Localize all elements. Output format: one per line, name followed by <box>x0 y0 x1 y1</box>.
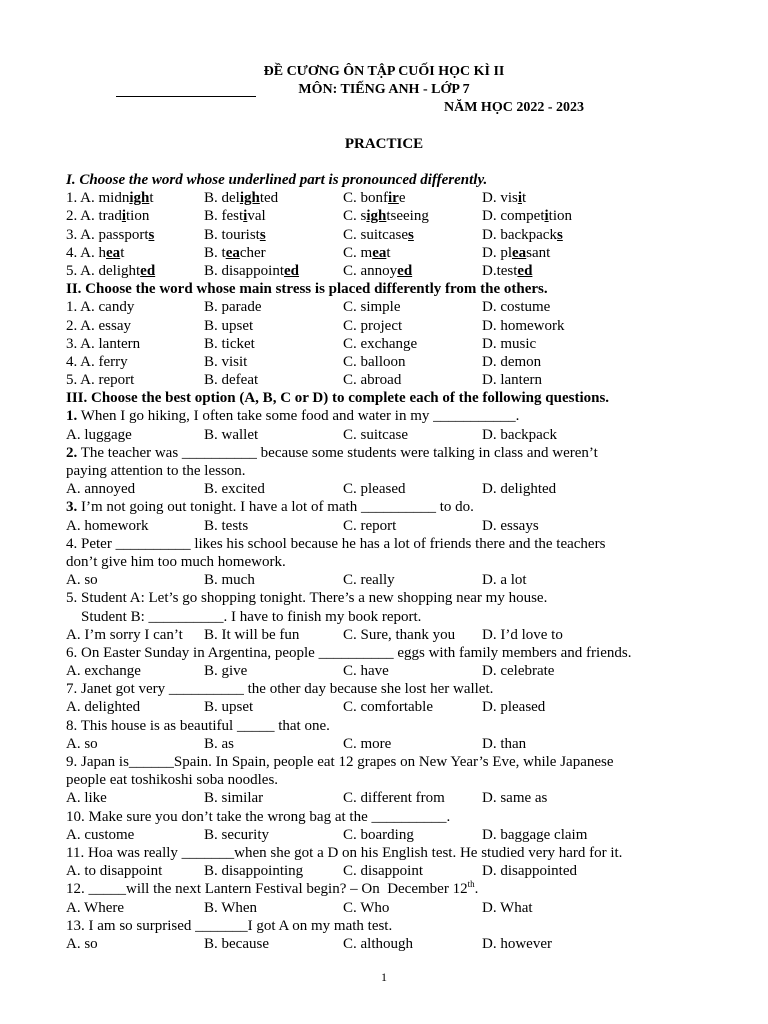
question-stem: The teacher was __________ because some students were talking in class and weren’t <box>77 444 598 461</box>
underlined-part: ed <box>397 262 413 279</box>
option-text: val <box>247 208 266 225</box>
page-number: 1 <box>381 970 387 984</box>
question-row <box>66 262 716 280</box>
section-heading: I. Choose the word whose underlined part is pronounced differently. <box>66 172 488 188</box>
question-text <box>66 407 716 425</box>
answer-option: C. Who <box>343 899 390 916</box>
question-text <box>66 880 716 898</box>
question-stem: Japan is______Spain. In Spain, people eat 12 grapes on New Year’s Eve, while Japanese <box>77 754 614 770</box>
question-stem: Hoa was really _______when she got a D on his English test. He studied very hard for it. <box>84 844 623 861</box>
underlined-part: ea <box>372 244 387 261</box>
option <box>482 244 550 262</box>
answer-options <box>66 517 716 535</box>
question-stem: paying attention to the lesson. <box>66 463 246 479</box>
answer-option: D. baggage claim <box>482 826 588 843</box>
option: 3. A. lantern <box>66 335 141 352</box>
question-row <box>66 335 716 353</box>
answer-option: C. more <box>343 735 392 752</box>
answer-option: C. different from <box>343 790 445 807</box>
answer-option: D. pleased <box>482 699 546 716</box>
option: B. ticket <box>204 335 255 352</box>
option <box>204 207 266 225</box>
question-number: 12. <box>66 881 85 898</box>
option-text: D. backpack <box>482 226 557 243</box>
underlined-part: ed <box>140 262 156 279</box>
question-stem: I am so surprised _______I got A on my math test. <box>84 917 393 934</box>
question-number: 8. <box>66 717 78 734</box>
option-text: C. bonf <box>343 190 388 207</box>
option-text: tion <box>548 208 572 225</box>
underlined-part: ed <box>284 262 300 279</box>
question-row <box>66 298 716 316</box>
option: 5. A. report <box>66 372 135 389</box>
answer-option: B. because <box>204 935 269 952</box>
option-text: cher <box>239 244 266 261</box>
answer-option: D. I’d love to <box>482 626 563 643</box>
option-text: t <box>386 244 391 261</box>
question-stem: Janet got very __________ the other day because she lost her wallet. <box>77 681 494 698</box>
answer-option: B. wallet <box>204 426 259 443</box>
answer-options <box>66 935 716 953</box>
question-number: 7. <box>66 681 78 698</box>
option: D. music <box>482 335 537 352</box>
question-row <box>66 353 716 371</box>
answer-option: A. exchange <box>66 663 141 680</box>
section-heading: III. Choose the best option (A, B, C or D) to complete each of the following questions. <box>66 390 610 407</box>
option <box>66 244 124 262</box>
question-text <box>66 589 716 607</box>
answer-option: B. upset <box>204 699 254 716</box>
section-heading: II. Choose the word whose main stress is placed differently from the others. <box>66 281 548 298</box>
exercise-content <box>66 171 716 953</box>
answer-option: B. tests <box>204 517 249 534</box>
option <box>66 207 149 225</box>
underlined-part: s <box>408 226 414 243</box>
question-number: 13. <box>66 917 85 934</box>
question-stem: On Easter Sunday in Argentina, people __________ eggs with family members and friends. <box>77 644 632 661</box>
answer-options <box>66 662 716 680</box>
option: D. homework <box>482 317 565 334</box>
option <box>343 207 429 225</box>
option <box>343 262 412 280</box>
option-text: D. pl <box>482 244 512 261</box>
question-number: 2. <box>66 444 78 461</box>
option-text: 1. A. midn <box>66 190 130 207</box>
answer-options <box>66 571 716 589</box>
option: D. lantern <box>482 372 542 389</box>
question-stem: people eat toshikoshi soba noodles. <box>66 772 279 789</box>
option: 2. A. essay <box>66 317 131 334</box>
underlined-part: ea <box>106 244 121 261</box>
option-text: B. disappoint <box>204 262 285 279</box>
option <box>204 262 299 280</box>
option: C. simple <box>343 299 401 316</box>
answer-option: C. really <box>343 572 395 589</box>
option-text: C. s <box>343 208 367 225</box>
signature-rule <box>116 96 256 97</box>
answer-option: C. have <box>343 663 389 680</box>
option-text: sant <box>526 244 551 261</box>
option-text: 4. A. h <box>66 244 107 261</box>
answer-option: B. give <box>204 663 248 680</box>
answer-options <box>66 862 716 880</box>
option: C. balloon <box>343 353 406 370</box>
question-row <box>66 189 716 207</box>
question-row <box>66 317 716 335</box>
option: B. defeat <box>204 372 259 389</box>
underlined-part: igh <box>239 190 260 207</box>
answer-option: D. essays <box>482 517 539 534</box>
answer-option: B. disappointing <box>204 863 304 880</box>
underlined-part: ir <box>388 190 399 207</box>
option-text: D. compet <box>482 208 545 225</box>
answer-option: D. same as <box>482 790 548 807</box>
question-text <box>66 498 716 516</box>
answer-option: A. luggage <box>66 426 132 443</box>
underlined-part: ed <box>517 262 533 279</box>
underlined-part: s <box>148 226 155 243</box>
answer-option: C. comfortable <box>343 699 433 716</box>
question-stem: This house is as beautiful _____ that one. <box>77 717 330 734</box>
option-text: B. t <box>204 244 226 261</box>
option-text: tion <box>126 208 150 225</box>
option-text: 5. A. delight <box>66 262 141 279</box>
answer-options <box>66 789 716 807</box>
answer-option: C. boarding <box>343 826 414 843</box>
question-stem: Student B: __________. I have to finish my book report. <box>66 608 422 625</box>
answer-option: A. so <box>66 735 98 752</box>
option: C. abroad <box>343 372 402 389</box>
question-stem: Peter __________ likes his school because he has a lot of friends there and the teachers <box>77 535 606 552</box>
option <box>66 262 155 280</box>
question-row <box>66 371 716 389</box>
question-text <box>66 535 716 553</box>
option <box>204 189 278 207</box>
doc-title: ĐỀ CƯƠNG ÔN TẬP CUỐI HỌC KÌ II <box>263 64 505 79</box>
option <box>343 226 414 244</box>
answer-option: A. annoyed <box>66 481 136 498</box>
option-text: B. del <box>204 190 240 207</box>
option <box>482 226 563 244</box>
option: B. visit <box>204 353 248 370</box>
option: 4. A. ferry <box>66 353 128 370</box>
answer-option: C. Sure, thank you <box>343 626 456 643</box>
question-row <box>66 207 716 225</box>
answer-option: A. so <box>66 935 98 952</box>
question-row <box>66 244 716 262</box>
answer-option: A. like <box>66 790 107 807</box>
option <box>482 207 572 225</box>
question-stem: don’t give him too much homework. <box>66 553 286 570</box>
option-text: D.test <box>482 262 518 279</box>
answer-options <box>66 626 716 644</box>
option: D. costume <box>482 299 551 316</box>
option <box>66 189 154 207</box>
question-number: 3. <box>66 499 78 516</box>
superscript: th <box>467 879 475 890</box>
option <box>204 226 266 244</box>
answer-option: B. It will be fun <box>204 626 300 643</box>
option: D. demon <box>482 353 542 370</box>
answer-option: B. When <box>204 899 258 916</box>
question-text <box>66 680 716 698</box>
option-text: C. suitcase <box>343 226 408 243</box>
question-text <box>66 844 716 862</box>
answer-option: A. homework <box>66 517 149 534</box>
option <box>482 262 532 280</box>
answer-option: B. excited <box>204 481 265 498</box>
option-text: B. tourist <box>204 226 260 243</box>
answer-option: A. I’m sorry I can’t <box>66 626 183 643</box>
question-row <box>66 226 716 244</box>
answer-option: D. a lot <box>482 572 527 589</box>
question-text <box>66 917 716 935</box>
option <box>343 189 406 207</box>
answer-options <box>66 480 716 498</box>
answer-option: C. pleased <box>343 481 406 498</box>
option: B. parade <box>204 299 262 316</box>
question-stem: I’m not going out tonight. I have a lot of math __________ to do. <box>77 499 474 516</box>
answer-option: D. however <box>482 935 552 952</box>
answer-option: A. so <box>66 572 98 589</box>
answer-option: B. much <box>204 572 255 589</box>
question-text <box>66 444 716 462</box>
underlined-part: ea <box>225 244 240 261</box>
question-text <box>66 808 716 826</box>
question-number: 9. <box>66 754 78 770</box>
answer-option: D. than <box>482 735 527 752</box>
answer-option: A. custome <box>66 826 135 843</box>
option-text: B. fest <box>204 208 244 225</box>
question-number: 4. <box>66 535 78 552</box>
answer-option: B. similar <box>204 790 264 807</box>
underlined-part: i <box>121 208 126 225</box>
underlined-part: i <box>517 190 523 207</box>
answer-option: D. celebrate <box>482 663 555 680</box>
option <box>482 189 526 207</box>
question-stem: Student A: Let’s go shopping tonight. There’s a new shopping near my house. <box>77 590 548 607</box>
answer-options <box>66 826 716 844</box>
question-text <box>66 462 716 480</box>
answer-options <box>66 735 716 753</box>
answer-option: C. although <box>343 935 413 952</box>
option: 1. A. candy <box>66 299 135 316</box>
question-text <box>66 553 716 571</box>
option-text: 2. A. trad <box>66 208 122 225</box>
question-text <box>66 771 716 789</box>
answer-option: B. as <box>204 735 234 752</box>
doc-year: NĂM HỌC 2022 - 2023 <box>444 100 584 115</box>
question-number: 1. <box>66 408 78 425</box>
option <box>343 244 391 262</box>
option-text: t <box>522 190 527 207</box>
answer-options <box>66 899 716 917</box>
question-number: 11. <box>66 844 85 861</box>
option: B. upset <box>204 317 254 334</box>
answer-option: D. What <box>482 899 533 916</box>
answer-option: C. report <box>343 517 397 534</box>
question-text <box>66 753 716 771</box>
question-stem: Make sure you don’t take the wrong bag at the __________. <box>84 808 451 825</box>
question-number: 5. <box>66 590 78 607</box>
option-text: t <box>149 190 154 207</box>
underlined-part: i <box>544 208 549 225</box>
answer-options <box>66 698 716 716</box>
option-text: e <box>398 190 406 207</box>
question-text <box>66 717 716 735</box>
answer-option: D. disappointed <box>482 863 577 880</box>
answer-option: C. suitcase <box>343 426 408 443</box>
option <box>204 244 266 262</box>
answer-option: A. delighted <box>66 699 141 716</box>
answer-option: A. Where <box>66 899 125 916</box>
question-stem: When I go hiking, I often take some food and water in my ___________. <box>77 408 520 425</box>
option: C. exchange <box>343 335 418 352</box>
answer-options <box>66 426 716 444</box>
option-text: C. m <box>343 244 373 261</box>
question-number: 10. <box>66 808 85 825</box>
answer-option: A. to disappoint <box>66 863 163 880</box>
underlined-part: s <box>259 226 266 243</box>
answer-option: C. disappoint <box>343 863 424 880</box>
option: C. project <box>343 317 403 334</box>
question-text <box>66 608 716 626</box>
option-text: C. annoy <box>343 262 398 279</box>
underlined-part: s <box>556 226 563 243</box>
question-text <box>66 644 716 662</box>
option-text: t <box>120 244 125 261</box>
question-number: 6. <box>66 644 78 661</box>
answer-option: D. delighted <box>482 481 557 498</box>
option-text: 3. A. passport <box>66 226 149 243</box>
underlined-part: igh <box>129 190 150 207</box>
underlined-part: ea <box>512 244 527 261</box>
option-text: ted <box>259 190 279 207</box>
answer-option: D. backpack <box>482 426 557 443</box>
option <box>66 226 154 244</box>
option-text: tseeing <box>386 208 429 225</box>
option-text: D. vis <box>482 190 518 207</box>
underlined-part: i <box>243 208 248 225</box>
answer-option: B. security <box>204 826 269 843</box>
question-stem: . <box>474 881 479 898</box>
practice-title: PRACTICE <box>344 136 424 152</box>
doc-subject: MÔN: TIẾNG ANH - LỚP 7 <box>298 82 470 97</box>
question-stem: _____will the next Lantern Festival begin? – On December 12 <box>84 881 468 898</box>
underlined-part: igh <box>366 208 387 225</box>
